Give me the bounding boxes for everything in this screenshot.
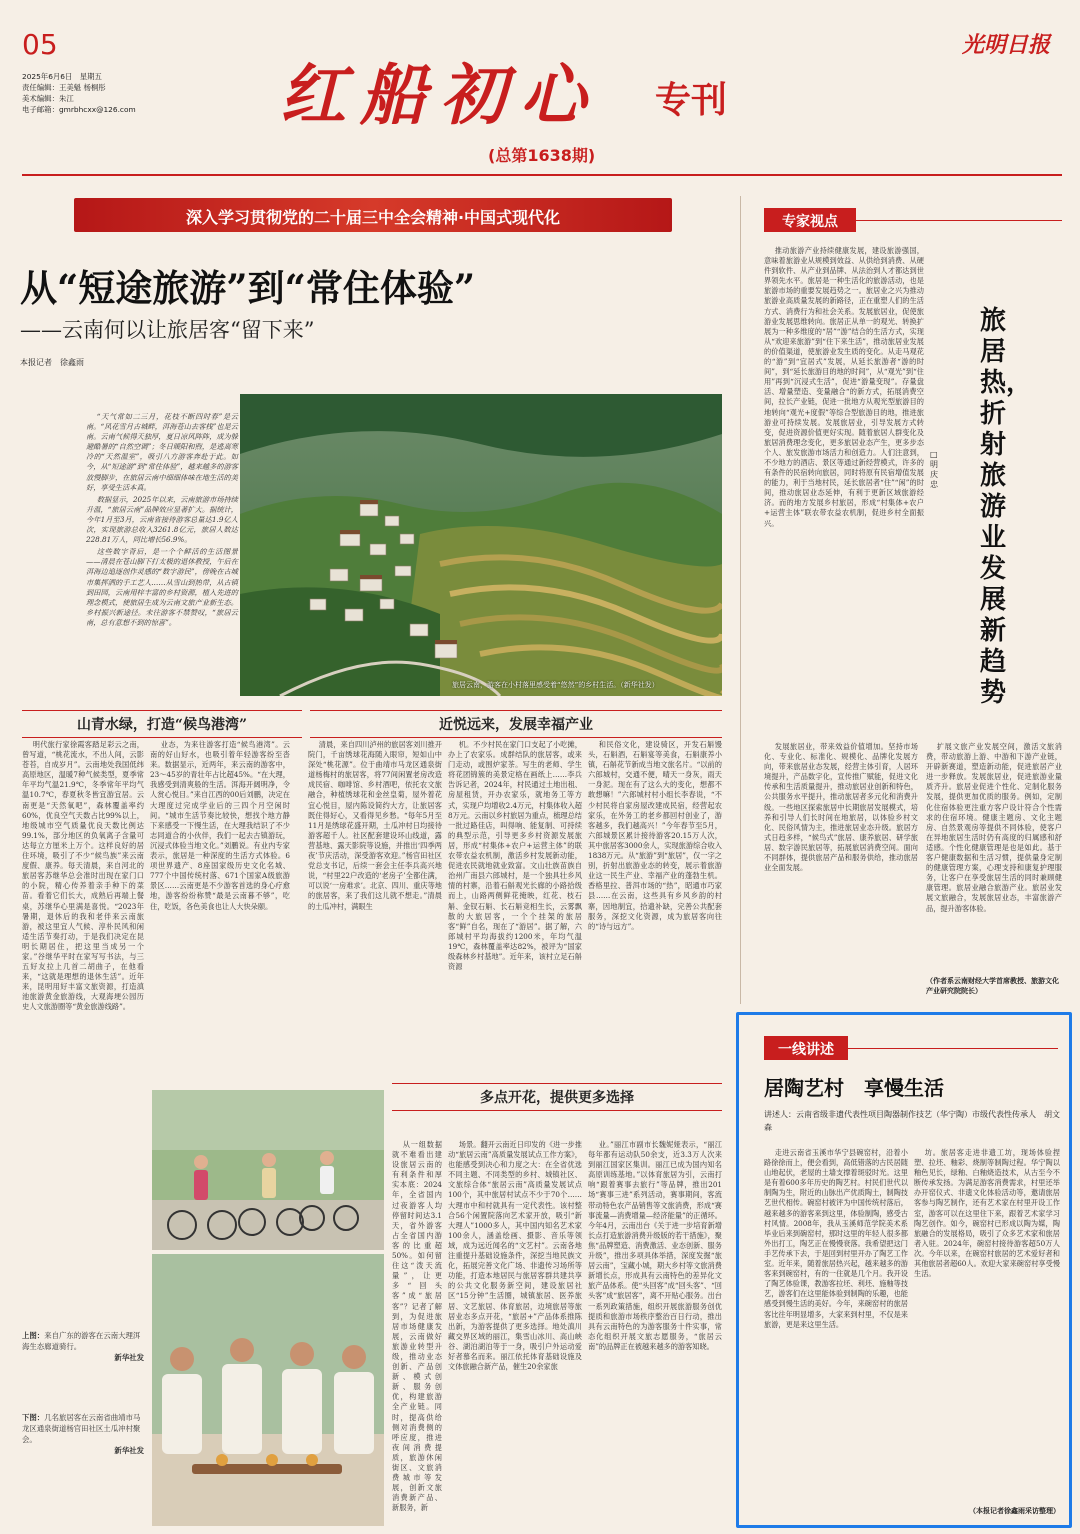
intro-paragraph-1: “天气常如二三月，花枝不断四时春”是云南。“风花雪月古城畔，洱海苍山去客栈”也是云南。云南气候得天独厚，夏日凉风阵阵，成为躲避酷暑的“自然空调”；冬日暖阳和煦，是逃离寒冷的“天然温室”，吸引八方游客奔赴于此。如今，从“短途游”到“常住体验”，越来越多的游客放慢脚步，在旅居云南中细细体味在地生活的美好，享受生活本真。: [86, 412, 238, 492]
cycling-photo: [152, 1090, 384, 1250]
bottom-caption-title: 下图：: [22, 1413, 45, 1422]
editors-line: 责任编辑：王美魁 杨桐彤: [22, 83, 106, 92]
email-line: 电子邮箱：gmrbhcxx@126.com: [22, 105, 136, 114]
bottom-caption-text: 几名旅居客在云南省曲靖市马龙区通泉街道杨官田社区土瓜冲村聚会。: [22, 1413, 141, 1444]
s2-column-2: 机。不少村民在家门口支起了小吃摊，办上了农家乐。成群结队的旅居客，或来门走动，或围炉家茶。写生的老师、学生将花团锦簇的美景定格在画纸上……李兵告诉记者，2024年，村民通过土地出租、房屋租赁，开办农家乐，就地务工等方式，实现户均增收2.4万元，村集体收入超8万元。云南以乡村旅居为重点，梳理总结一批过路佳店，叫得响、能复制、可持续的典型示范，引导更多乡村资源发展旅居，形成“村集体+农户+运营主体”的联农带农益农机制，激活乡村发展新动能，促进农民就地就业致富。文山壮族苗族自治州广南县六郎城村，是一个独具壮乡风情的村寨，沿着石斛观光长廊的小路拾级而上，山路两侧鲜花掩映，红花、枝石斛、金钗石斛、长石斛竞相生长，云雾飘散的大旅居客，一个个挂架的旅居客“鲜”自名，现在了“游居”。据了解，六郎城村平均海拔约1200米，年均气温19℃，森林覆盖率达82%，被评为“国家级森林乡村基地”。近年来，该村立足石斛资源: [448, 740, 582, 972]
newspaper-logo: 光明日报: [962, 32, 1051, 58]
expert-text-1: 推动旅游产业持续健康发展，建设旅游强国，意味着旅游业从规模到效益、从供给到消费、从硬件到软件、从产业到品牌、从法治到人才都达到世界领先水平。旅居是一种生活化的旅游活动，也是旅游市场的重要发展趋势之一。旅居业之兴为推动旅游业高质量发展的新路径，正在重塑人们的生活方式、消费行为和社会关系。发展旅居业，促使旅游业发展思维转向。旅居正从单一的观光、转换扩展为一种多维度的“居”“游”结合的生活方式，实现从“欢迎来旅游”到“住下来生活”，推动旅居业发展的价值渠道，使旅游业发生质的变化。从走马观花的“游”到“宜居式”发展，从延长旅游者“游的时间”，到“延长旅游目的地的时间”，从“观光”到“住用”再到“沉浸式生活”，促进“游量变现”。存量盘活、增量塑造、变量融合“的新方式，拓展消费空间，拉长产业链，促进一批地方从观光型旅游目的地转向“观光+度假”等综合型旅游目的地，推进旅游业可持续发展。发展旅居业，引导发展方式转变，促进资源价值更好实现。随着旅居人群变化及旅居消费理念变化，更多旅居业态产生，更多步态个人、旅发旅游市场活力和创造力。人们注意到，不少地方的酒店、景区等通过新经营模式，许多的有条件的民宿转向旅居，同时将原有民宿增值发展的能力，利于当地村民，延长旅居者“住”“闲”的时间，推动旅居业态延伸，有利于更新区域旅游经济。而的地方发展乡村旅居，形成“村集体+农户+运营主体”联农带农益农机制，促进乡村全面振兴。: [764, 246, 924, 528]
lead-subtitle: ——云南何以让旅居客“留下来”: [20, 318, 315, 342]
masthead-suffix: 专刊: [655, 80, 728, 121]
expert-author-note: （作者系云南财经大学首席教授、旅游文化产业研究院院长）: [926, 977, 1059, 995]
top-photo-caption: [22, 1330, 144, 1363]
s2-column-1: 清晨，来自四川泸州的旅居客刘川推开院门，千亩绣球花海随入眼帘，短如山中深处“桃花源”。位于曲靖市马龙区通泉街道杨梅村的旅居客，将77间闲置老房改造成民宿、咖啡馆、乡村酒吧，依托农文旅融合，种植绣球花和金丝皇菊，屋外着花宜心悦目，屋内陈设简约大方，让旅居客既住得好心，又看得见乡愁。“每年5月至11月是绣球花盛开期，土瓜冲村日均接待游客超千人。社区配套建设环山线道，露营基地、露天影院等设施，并推出‘四季两夜’节庆活动，深受游客欢迎。”杨官田社区党总支书记，后续一套会主任李兵高兴地说，“村里22户改造的‘老房子’全都住满，可以说‘一房难求’。北京、四川、重庆等地的旅居客，来了我们这儿就不想走。”清晨的土瓜冲村，满眼生: [308, 740, 442, 911]
column-divider-right: [740, 196, 741, 1004]
lead-intro: [86, 412, 238, 630]
masthead-title: 红船初心: [280, 56, 600, 134]
banner-text: 深入学习贯彻党的二十届三中全会精神·中国式现代化: [185, 208, 561, 227]
s2-column-3: 和民俗文化，建设骑区，开发石斛馒头，石斛酒，石斛宴等美食，石斛康养小镇，石斛花节新成当地文旅名片。“以前的六郎城村，交通不便，晴天一身灰，雨天一身泥。现在有了这么大的变化，想都不敢想嘛！”六郎城村村小组长李春说，“不少村民将自家房屋改建成民宿，经营起农家乐，在外务工的老乡都回村创业了，游客越多，我们越高兴！”今年春节至5月，六郎城景区累计接待游客20.15万人次，其中旅居客3000余人，实现旅游综合收入1838万元。从“旅游”到“旅居”，仅一字之别，折射出旅游业态的转变，展示着旅游业这一民生产业、幸福产业的蓬勃生机。香格里拉、普洱市场的“热”，昭通市巧家县……在云南，这些具有乡风乡韵的村寨，因地制宜，拾遗补缺，完善公共配套服务，深挖文化资源，成为旅居客向往的“诗与远方”。: [588, 740, 722, 931]
section-title-3: 多点开花，提供更多选择: [392, 1083, 722, 1111]
section-title-1: 山青水绿，打造“候鸟港湾”: [22, 710, 302, 738]
expert-top-rule: [856, 220, 1062, 221]
bottom-photo-caption: [22, 1412, 144, 1456]
frontline-top-rule: [848, 1048, 1058, 1049]
s1-column-2: 业态，为来往游客打造“候鸟港湾”。云南的好山好水，也吸引着年轻游客纷至沓来。数据显示，近两年，来云南的游客中，23～45岁的青壮年占比超45%。“在大理，我感受到清爽般的生活。洱海开阔明净，令人赏心悦目。”来自江西的00后刘鹏，决定在大理度过完成学业后的三四个月空闲时间。“城市生活节奏比较快，想找个地方静下来感受一下慢生活，在大理我结识了不少志同道合的小伙伴，我们一起去古镇游玩，沉浸式体验当地文化。”刘鹏说。有业内专家表示，旅居是一种深度的生活方式体验。6项世界遗产、8座国家级历史文化名城、777个中国传统村落、671个国家A级旅游景区……云南更是不少游客首选的身心疗愈地，游客纷纷称赞“最是云南暮不够”，吃住，吃饭，各色美食也让人大快朵颐。: [150, 740, 290, 911]
frontline-speaker: 讲述人：云南省级非遗代表性项目陶器制作技艺（华宁陶）市级代表性传承人 胡文森: [764, 1110, 1060, 1132]
expert-headline: 旅居热，折射旅游业发展新趋势: [980, 306, 1033, 708]
frontline-note: （本报记者徐鑫雨采访整理）: [969, 1507, 1060, 1515]
frontline-headline: 居陶艺村 享慢生活: [764, 1076, 944, 1100]
lead-photo-caption: 旅居云南，游客在小村落里感受着“悠然”的乡村生活。（新华社发）: [452, 681, 659, 689]
intro-paragraph-3: 这些数字背后，是一个个鲜活的生活图景——清晨在苍山脚下打太极的退休教授，午后在洱海边追逐创作灵感的“数字游民”，傍晚在古城市集挥洒的手工艺人……从雪山到热带，从古镇到田园，云南用梓丰富的乡村资源，植入先进的理念模式，使旅居生成为云南文旅产业新生态。乡村振兴新途径。未往游客不禁赞叹，“旅居云南，总有意想不到的惊喜”。: [86, 547, 238, 627]
page-number: 05: [22, 28, 58, 61]
lead-byline: 本报记者 徐鑫雨: [20, 358, 84, 367]
header-rule: [22, 174, 1062, 176]
gathering-photo: [152, 1254, 384, 1526]
expert-author: □ 明庆忠: [930, 450, 938, 489]
expert-text-3: 扩展文旅产业发展空间，激活文旅消费，带动旅游上游、中游和下游产业链，开辟新赛道，塑造新动能，促进旅居产业进一步释放。发展旅居业，促进旅游业量质齐升。旅居业促进个性化、定制化服务发展，提供更加优质的服务。例如，定制化住宿体验更注重方客户设计符合个性需求的住宿环境。健康主题房、文化主题房、自然景观房等提供不同体验，使客户在异地旅居生活时仍有高度的归属感和舒适感。个性化健康管理是也是如此。基于客户健康数据和生活习惯，提供量身定制的健康管理方案，心理支持和康复护理服务，让客户在享受旅居生活的同时兼顾健康管理。旅居业融合旅游产业。旅居业发展文旅融合，发展旅居业态，丰富旅游产品，提升游客体验。: [926, 742, 1062, 913]
intro-paragraph-2: 数据显示，2025年以来，云南旅游市场持续升温，“旅居云南”品牌效应显著扩大。据统计，今年1月至3月，云南省接待游客总量达1.9亿人次，实现旅游总收入3261.8亿元，旅居人数达228.81万人，同比增长56.9%。: [86, 494, 238, 545]
expert-tag-text: 专家视点: [782, 214, 838, 230]
top-caption-title: 上图：: [22, 1331, 45, 1340]
gathering-illustration: [152, 1254, 384, 1526]
section-title-2: 近悦远来，发展幸福产业: [310, 710, 722, 738]
top-caption-text: 来自广东的游客在云南大理洱海生态廊道骑行。: [22, 1331, 141, 1351]
s3-column-2: 场景。翻开云南近日印发的《进一步推动“旅居云南”高质量发展试点工作方案》，也能感受到决心和力度之大：在全省优选不同主题、不同类型的乡村、城镇社区、文旅综合体“旅居云南”高质量发展试点100个，其中旅居村试点不少于70个……大理市中和村就具有一定代表性。该村整合56个闲置院落向艺术家开放，吸引“新大理人”1000多人，其中国内知名艺术家100余人，涵盖绘画、摄影、音乐等领域，成为远近闻名的“文艺村”。云南各地注重提升基础设施条件，深挖当地民族文化，拓展完善文化广场、非遗传习场所等功能，打造本地居民与旅居客群共建共享的公共文化服务新空间，建设旅居社区“15分钟”生活圈，城镇旅居、医养旅居、文艺旅居、体育旅居，边境旅居等旅居业态多点开花，“旅居+”产品体系推陈出新，为游客提供了更多选择。地处滇川藏交界区域的丽江，集雪山冰川、高山峡谷、湖泊湖泊等于一身，吸引户外运动爱好者慕名而来。丽江依托体育基础设施及文体旅融合新产品，催生20余家旅: [448, 1140, 582, 1372]
cyclists-illustration: [152, 1090, 384, 1250]
frontline-column-1: 走进云南省玉溪市华宁县碗窑村，沿着小路徐徐而上，便会看到，高低错落的古民居随山地起伏，老屋的土墙支撑着斑驳时光。这里是有着600多年历史的陶艺村。村民们世代以制陶为生，附近的山脉出产优质陶土，制陶技艺世代相传。碗窑村被评为中国传统村落后，越来越多的游客来到这里，体验制陶，感受古村风情。2008年，我从玉溪师范学院美术系毕业后来到碗窑村，那时这里的年轻人很多都外出打工，陶艺正在慢慢衰落。我希望把这门手艺传承下去，于是回到村里开办了陶艺工作室。近年来，随着旅居热兴起，越来越多的游客来到碗窑村，有的一住就是几个月。我开设了陶艺体验课，教游客拉坯、利坯、施釉等技艺，游客们在这里能体验到制陶的乐趣，也能感受到慢生活的美好。今年，来碗窑村的旅居客比往年明显增多，大家来到村里，不仅是来旅游，更是来这里生活。: [764, 1148, 908, 1329]
s3-column-1: 从一组数据就不难看出建设旅居云南的有利条件和厚实本底：2024年，全省国内过夜游客人均停留时间达3.1天，省外游客占全省国内游客的比重超50%。如何留住这“泼天流量”，让更多“回头客”成“旅居客”？记者了解到，为促进旅居市场健康发展，云南做好旅游业转型升级，推动业态创新、产品创新、模式创新、服务创优，构建旅游全产业链。同时，提高供给侧对消费侧的呼应度，推进夜间消费提质，旅游休闲街区、文旅消费城市等发展，创新文旅消费新产品、新服务，新: [392, 1140, 442, 1513]
lead-title: 从“短途旅游”到“常住体验”: [20, 266, 476, 310]
s3-column-3: 业。”丽江市副市长魏妮娅表示，“丽江每年都有运动队50余支，近3.3万人次来到丽江国家区集训。丽江已成为国内知名高原训练基地。”以体育旅居为引，云南打响“跟着赛事去旅行”等品牌，推出201场“赛事三进”系列活动，赛事期间，客流带动特色农产品销售等文旅消费，形成“赛事流量—消费增量—经济能量”的正循环。今年4月，云南出台《关于进一步培育新增长点打造旅游消费升级版的若干措施》，聚焦“品牌塑造、消费激活、业态创新、服务升级”，推出多项具体举措，深度发掘“旅居云南”，宝藏小城，期大乡村等文旅消费新增长点，形成具有云南特色的差异化文旅产品体系。使“头回客”成“回头客”、“回头客”成“旅居客”，离不开贴心服务。出台一系列政策措施，组织开展旅游服务创优提质和旅游市场秩序整治百日行动，推出具有云南特色的为游客服务十件实事，常态化组织开展文旅志愿服务，“旅居云南”的品牌正在被越来越多的游客知晓。: [588, 1140, 722, 1351]
bottom-caption-credit: 新华社发: [114, 1446, 144, 1455]
frontline-tag-text: 一线讲述: [778, 1042, 834, 1058]
date-line: 2025年6月6日 星期五: [22, 72, 102, 81]
village-terrace-illustration: [240, 394, 722, 696]
lead-photo-village-terraces: [240, 394, 722, 696]
issue-number: (总第1638期): [488, 146, 596, 165]
designer-line: 美术编辑：朱江: [22, 94, 74, 103]
s1-column-1: 明代旅行家徐霞客踏足彩云之南，曾写道，“桃花流水，不出人间，云影苍苔，自成岁月”。云南地处我国低纬高原地区，温暖7种气候类型，夏季常年平均气温21.9℃，冬季常年平均气温10.7℃，春夏秋冬皆宜游宜居。云南更是“天然氧吧”，森林覆盖率约60%，优良空气天数占比99%以上，地级城市空气质量优良天数比例达99.1%，部分地区的负氧离子含量可达每立方厘米上万个。这样良好的居住环境，吸引了不少“候鸟族”来云南度假、康养。每天清晨，来自河北的旅居客苏继华总会准时出现在家门口的小院，精心传养着亲手种下的菜苗。看着它们长大，成熟后再端上餐桌，苏继华心里满是喜悦。“2023年暑期，退休后的我和老伴来云南旅游，被这里宜人气候、淳朴民风和闲适生活节奏打动，于是我们决定在昆明长期居住，把这里当成另一个家。”谷继华平时在家写写书法，与三五好友拉上几首二胡曲子，在他看来，“这就是理想的退休生活”。近年来，昆明用好丰富文旅资源，打造滇池旅游黄金旅游线，大观海埂公园历史人文旅游圈等“黄金旅游线路”。: [22, 740, 144, 1012]
top-caption-credit: 新华社发: [114, 1353, 144, 1362]
expert-text-2: 发展旅居业，带来效益价值增加。坚持市场化、专业化、标准化、规模化、品牌化发展方向，带来旅居业态发展，经营主体引育，人居环境提升，产品数字化，宣传推广赋能，促进文化传承和生活质量提升，推动旅居业创新和特色，公共服务水平提升，推动旅居者多元化和消费升级。一些地区探索旅居中长期旅居发展模式，培养和引导人们长时间在地旅居，以体验乡村文化、民俗风情为主，推进旅居业态升级。旅居方式日趋多样，“候鸟式”旅居、康养旅居、研学旅居、数字游民旅居等，拓展旅居消费空间。面向不同群体，提供旅居产品和服务供给，推动旅居业全面发展。: [764, 742, 918, 873]
frontline-column-2: 坊。旅居客走进非遗工坊，现场体验捏塑、拉坯、釉彩、烧制等制陶过程。华宁陶以釉色见长，绿釉、白釉烧造技术，从古至今不断传承发扬。为满足游客消费需求，村里还举办开窑仪式、非遗文化体验活动等，邀请旅居客参与陶艺制作，还有艺术家在村里开设工作室，游客可以在这里住下来，跟着艺术家学习陶艺创作。如今，碗窑村已形成以陶为媒，陶旅融合的发展格局，吸引了众多艺术家和旅居者入驻。2024年，碗窑村接待游客超50万人次。今年以来，在碗窑村旅居的艺术爱好者和其他旅居者超60人。欢迎大家来碗窑村享受慢生活。: [914, 1148, 1060, 1279]
